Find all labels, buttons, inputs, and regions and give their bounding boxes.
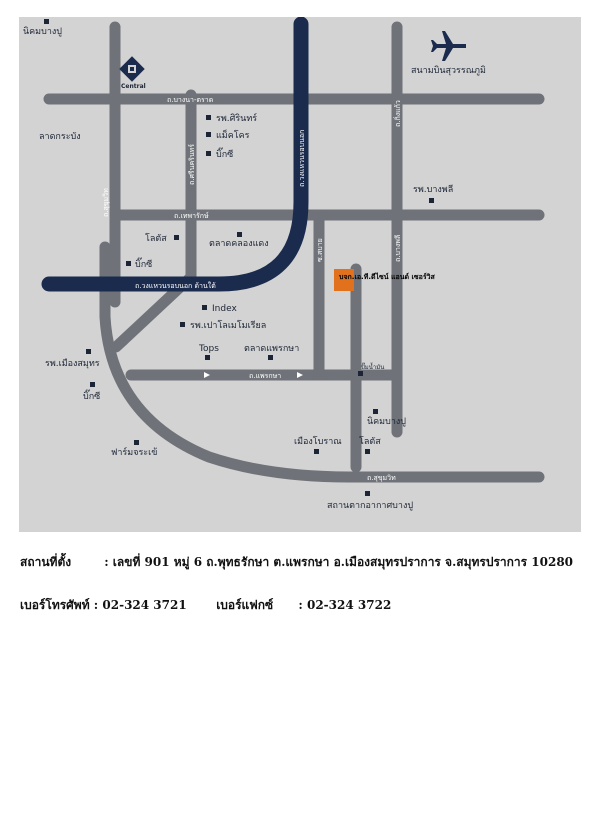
place-central: Central: [121, 83, 146, 90]
place-talad-phraeksa: ตลาดแพรกษา: [244, 344, 300, 354]
place-hosp-inter: รพ.เปาโลเมโมเรียล: [190, 321, 267, 331]
place-gas-station: ปั๊มน้ำมัน: [361, 364, 385, 371]
marker-nikhom-bangpu: [373, 409, 378, 414]
location-map: [19, 17, 581, 532]
marker-talad-bang-kaeng: [237, 232, 242, 237]
label-bangna-trat: ถ.บางนา-ตราด: [167, 96, 214, 104]
place-nikhom-bangpu: นิคมบางปู: [367, 417, 406, 427]
marker-nikhom-bangpu-top: [44, 19, 49, 24]
label-srinakarin: ถ.ศรีนครินทร์: [188, 143, 196, 185]
marker-gas-station: [358, 371, 363, 376]
place-bigc-3: บิ๊กซี: [83, 392, 101, 402]
marker-talad-phraeksa: [268, 355, 273, 360]
contact-line: [20, 596, 391, 615]
label-sukhumvit-bottom: ถ.สุขุมวิท: [367, 474, 396, 482]
label-outer-ring-east: ถ.วงแหวนรอบนอก: [298, 129, 306, 187]
fax-value: : 02-324 3722: [298, 598, 392, 612]
marker-farm-crocodile: [134, 440, 139, 445]
place-farm-crocodile: ฟาร์มจระเข้: [111, 448, 158, 458]
marker-bigc-3: [90, 382, 95, 387]
marker-makro: [206, 132, 211, 137]
place-hosp-bangphli: รพ.บางพลี: [413, 185, 454, 195]
fax-label: เบอร์แฟกซ์: [216, 598, 274, 612]
address-value: : เลขที่ 901 หมู่ 6 ถ.พุทธรักษา ต.แพรกษา อ.เมืองสมุทรปราการ จ.สมุทรปราการ 10280: [104, 555, 574, 569]
place-tops: Tops: [199, 344, 219, 354]
place-index: Index: [212, 304, 237, 314]
marker-index: [202, 305, 207, 310]
marker-hosp-inter: [180, 322, 185, 327]
label-outer-ring-south: ถ.วงแหวนรอบนอก ด้านใต้: [135, 282, 216, 290]
place-hosp-samutprakan: รพ.เมืองสมุทร: [45, 359, 100, 369]
phone-label: เบอร์โทรศัพท์ : 02-324 3721: [20, 598, 187, 612]
address-label: สถานที่ตั้ง: [20, 555, 72, 569]
label-thepharak: ถ.เทพารักษ์: [174, 212, 209, 220]
place-hosp-sirindhorn: รพ.ศิรินทร์: [216, 114, 258, 124]
place-bigc-1: บิ๊กซี: [216, 150, 234, 160]
place-makro: แม็คโคร: [216, 131, 250, 141]
label-sukhumvit-left: ถ.สุขุมวิท: [102, 188, 110, 217]
place-lotus-2: โลตัส: [359, 437, 381, 447]
marker-hosp-bangphli: [429, 198, 434, 203]
marker-hosp-samutprakan: [86, 349, 91, 354]
place-lotus-1: โลตัส: [145, 234, 167, 244]
marker-bigc-2: [126, 261, 131, 266]
place-bigc-2: บิ๊กซี: [135, 260, 153, 270]
place-company: บจก.เอ.ที.ดีไซน์ แอนด์ เซอร์วิส: [339, 273, 435, 281]
marker-tops: [205, 355, 210, 360]
marker-hosp-sirindhorn: [206, 115, 211, 120]
label-king-kaeo: ถ.กิ่งแก้ว: [394, 100, 402, 127]
place-talad-bang-kaeng: ตลาดคลองแดง: [209, 239, 269, 249]
place-airport: สนามบินสุวรรณภูมิ: [411, 66, 486, 76]
place-nikhom-bangpu-top: นิคมบางปู: [23, 27, 62, 37]
place-muang-boran: เมืองโบราณ: [294, 437, 342, 447]
marker-lotus-1: [174, 235, 179, 240]
address-line: [20, 553, 573, 572]
marker-lotus-2: [365, 449, 370, 454]
marker-bigc-1: [206, 151, 211, 156]
label-sabai: ซ.สบาย: [316, 238, 324, 262]
place-ramkhamhaeng: ลาดกระบัง: [39, 132, 81, 142]
label-bang-phli-road: ถ.บางพลี: [394, 234, 402, 262]
marker-muang-boran: [314, 449, 319, 454]
label-phraeksa: ถ.แพรกษา: [249, 372, 282, 380]
marker-train-station: [365, 491, 370, 496]
place-train-station: สถานตากอากาศบางปู: [327, 501, 414, 511]
